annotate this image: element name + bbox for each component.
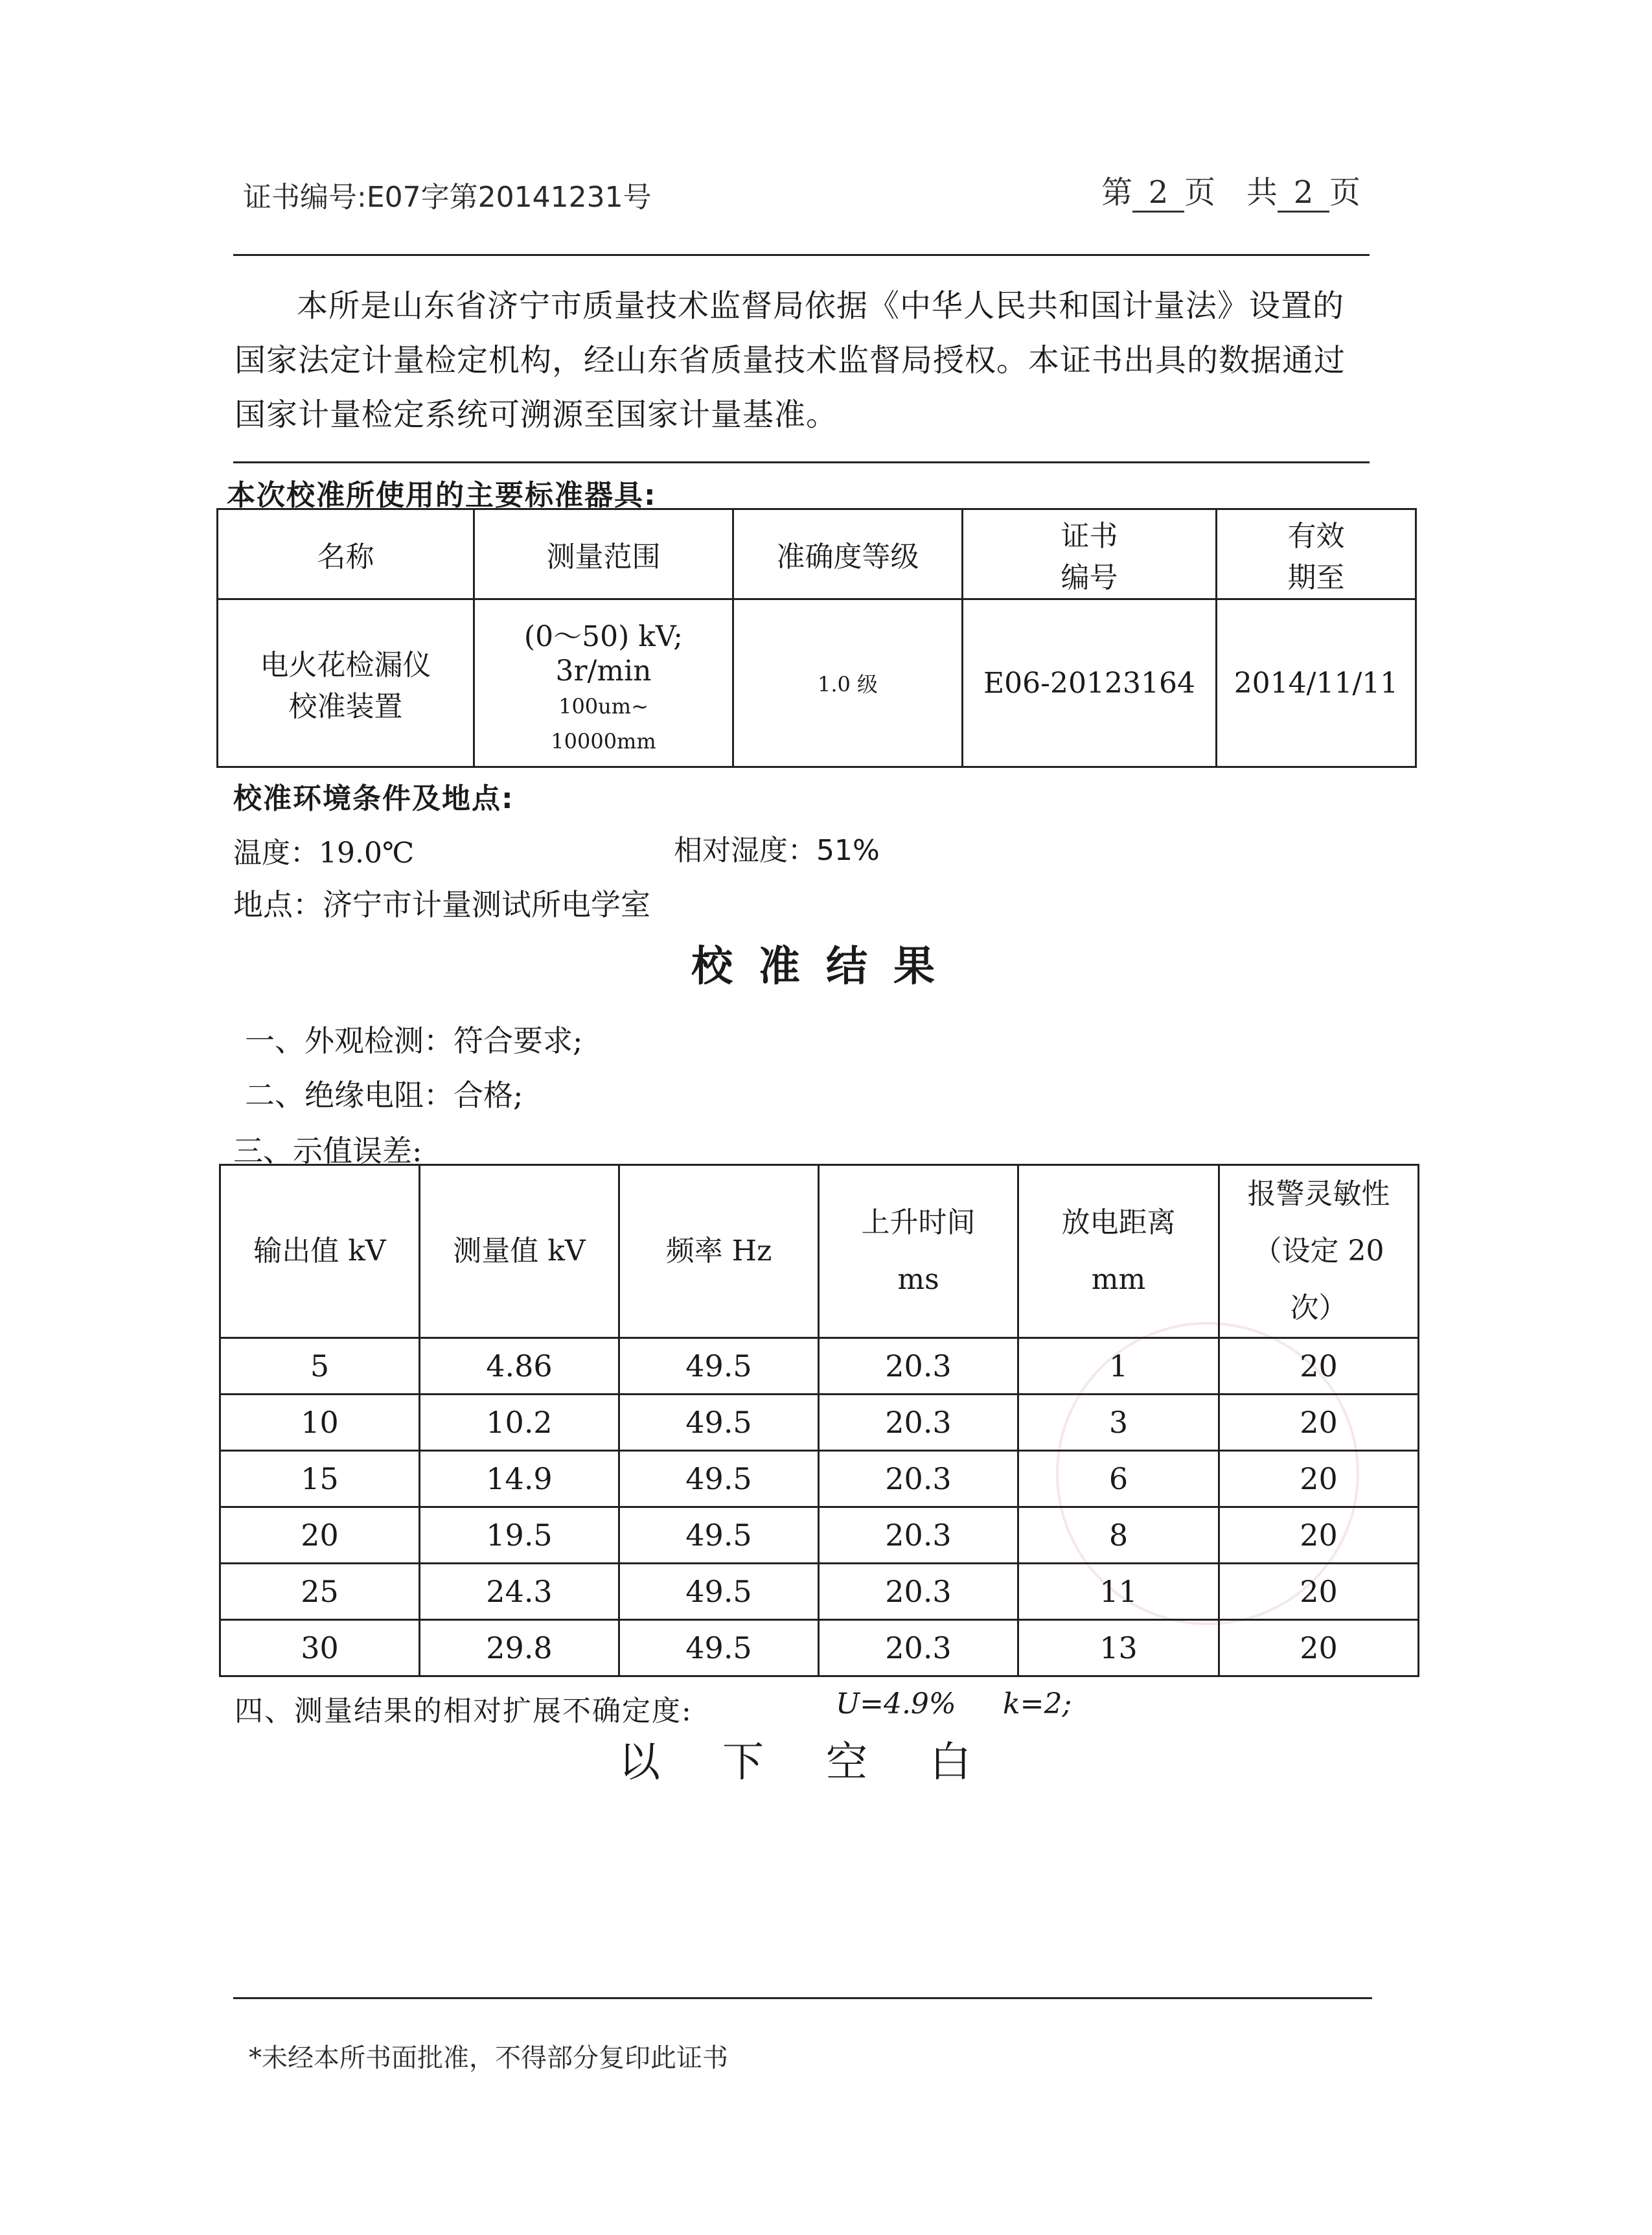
header-name: 名称 (218, 509, 474, 599)
header-range: 测量范围 (474, 509, 733, 599)
cell-measured: 24.3 (420, 1564, 619, 1620)
standards-data-row (218, 599, 1416, 767)
table-row (220, 1395, 1419, 1451)
col-frequency: 频率 Hz (619, 1165, 819, 1338)
cell-rise-time: 20.3 (819, 1620, 1018, 1676)
cell-measured: 29.8 (420, 1620, 619, 1676)
cell-measured: 4.86 (420, 1338, 619, 1395)
cell-output: 25 (220, 1564, 420, 1620)
table-row (220, 1507, 1419, 1564)
cell-rise-time: 20.3 (819, 1451, 1018, 1507)
result-item-indication-error: 三、示值误差: (233, 1133, 422, 1168)
table-row (220, 1620, 1419, 1676)
uncertainty-label: 四、测量结果的相对扩展不确定度: (235, 1695, 693, 1728)
col-dist-l2: mm (1091, 1263, 1146, 1296)
range-l2: 3r/min (555, 654, 652, 688)
col-alarm-sensitivity (1219, 1165, 1419, 1338)
cell-output: 5 (220, 1338, 420, 1395)
cell-alarm: 20 (1219, 1338, 1419, 1395)
col-output: 输出值 kV (220, 1165, 420, 1338)
cell-frequency: 49.5 (619, 1564, 819, 1620)
footer-divider (233, 1997, 1372, 1999)
cell-output: 15 (220, 1451, 420, 1507)
page-prefix: 第 (1101, 174, 1133, 211)
col-alarm-l2: （设定 20 (1253, 1234, 1384, 1268)
cell-frequency: 49.5 (619, 1451, 819, 1507)
col-alarm-l3: 次） (1290, 1291, 1348, 1325)
certificate-number: 证书编号:E07字第20141231号 (243, 181, 652, 214)
col-alarm-l1: 报警灵敏性 (1247, 1177, 1390, 1210)
environment-caption: 校准环境条件及地点: (233, 782, 514, 815)
header-cert-number (963, 509, 1217, 599)
cell-frequency: 49.5 (619, 1338, 819, 1395)
cell-output: 30 (220, 1620, 420, 1676)
temperature-text: 温度：19.0℃ (233, 837, 415, 870)
standards-header-row (218, 509, 1416, 599)
cell-measured: 19.5 (420, 1507, 619, 1564)
standard-valid-until: 2014/11/11 (1217, 599, 1416, 767)
humidity-text: 相对湿度：51% (674, 834, 880, 867)
header-valid-l1: 有效 (1287, 520, 1345, 553)
standard-name-l1: 电火花检漏仪 (260, 649, 431, 682)
page-suffix: 页 (1329, 174, 1361, 211)
blank-below-mark: 以下空白 (619, 1739, 1033, 1787)
col-dist-l1: 放电距离 (1061, 1206, 1176, 1239)
header-cert-l1: 证书 (1061, 520, 1118, 553)
cell-rise-time: 20.3 (819, 1395, 1018, 1451)
cell-alarm: 20 (1219, 1451, 1419, 1507)
standard-cert-number: E06-20123164 (963, 599, 1217, 767)
standard-range (474, 599, 733, 767)
table-row (220, 1451, 1419, 1507)
standard-name (218, 599, 474, 767)
cell-rise-time: 20.3 (819, 1564, 1018, 1620)
cell-output: 10 (220, 1395, 420, 1451)
table-row (220, 1564, 1419, 1620)
location-text: 地点：济宁市计量测试所电学室 (233, 887, 650, 922)
intro-divider (233, 461, 1370, 463)
standards-table (216, 508, 1417, 768)
table-row (220, 1338, 1419, 1395)
cell-measured: 14.9 (420, 1451, 619, 1507)
cell-distance: 13 (1018, 1620, 1219, 1676)
page-total: 2 (1278, 174, 1329, 213)
cell-rise-time: 20.3 (819, 1338, 1018, 1395)
page-indicator (1101, 167, 1360, 213)
cell-distance: 3 (1018, 1395, 1219, 1451)
cell-rise-time: 20.3 (819, 1507, 1018, 1564)
col-discharge-distance (1018, 1165, 1219, 1338)
results-header-row (220, 1165, 1419, 1338)
header-cert-l2: 编号 (1061, 561, 1118, 594)
col-rise-l2: ms (897, 1263, 939, 1296)
standard-name-l2: 校准装置 (288, 690, 403, 723)
range-l1: (0～50) kV; (523, 620, 683, 653)
standards-caption: 本次校准所使用的主要标准器具: (227, 479, 657, 512)
cell-distance: 11 (1018, 1564, 1219, 1620)
header-valid-l2: 期至 (1287, 561, 1345, 594)
standard-accuracy: 1.0 级 (733, 599, 963, 767)
results-table (219, 1164, 1419, 1677)
uncertainty-u: U=4.9% (836, 1687, 956, 1720)
col-rise-time (819, 1165, 1018, 1338)
col-measured: 测量值 kV (420, 1165, 619, 1338)
results-title: 校准结果 (691, 943, 961, 991)
cell-alarm: 20 (1219, 1620, 1419, 1676)
page-current: 2 (1132, 174, 1184, 213)
header-valid-until (1217, 509, 1416, 599)
cell-alarm: 20 (1219, 1395, 1419, 1451)
cell-frequency: 49.5 (619, 1620, 819, 1676)
cell-output: 20 (220, 1507, 420, 1564)
range-l3: 100um~ (558, 693, 648, 719)
result-item-insulation: 二、绝缘电阻：合格; (245, 1078, 523, 1113)
range-l4: 10000mm (551, 728, 656, 754)
intro-paragraph: 本所是山东省济宁市质量技术监督局依据《中华人民共和国计量法》设置的国家法定计量检定机构，经山东省质量技术监督局授权。本证书出具的数据通过国家计量检定系统可溯源至国家计量基准。 (235, 288, 1346, 433)
cell-distance: 8 (1018, 1507, 1219, 1564)
uncertainty-k: k=2; (1003, 1687, 1072, 1720)
cell-alarm: 20 (1219, 1507, 1419, 1564)
col-rise-l1: 上升时间 (861, 1206, 976, 1239)
cell-frequency: 49.5 (619, 1507, 819, 1564)
cell-distance: 6 (1018, 1451, 1219, 1507)
cell-distance: 1 (1018, 1338, 1219, 1395)
page-mid: 页 共 (1184, 174, 1278, 211)
footer-note: *未经本所书面批准，不得部分复印此证书 (249, 2043, 728, 2073)
cell-measured: 10.2 (420, 1395, 619, 1451)
header-accuracy: 准确度等级 (733, 509, 963, 599)
cell-alarm: 20 (1219, 1564, 1419, 1620)
result-item-appearance: 一、外观检测：符合要求; (245, 1023, 583, 1058)
cell-frequency: 49.5 (619, 1395, 819, 1451)
header-divider (233, 254, 1370, 256)
